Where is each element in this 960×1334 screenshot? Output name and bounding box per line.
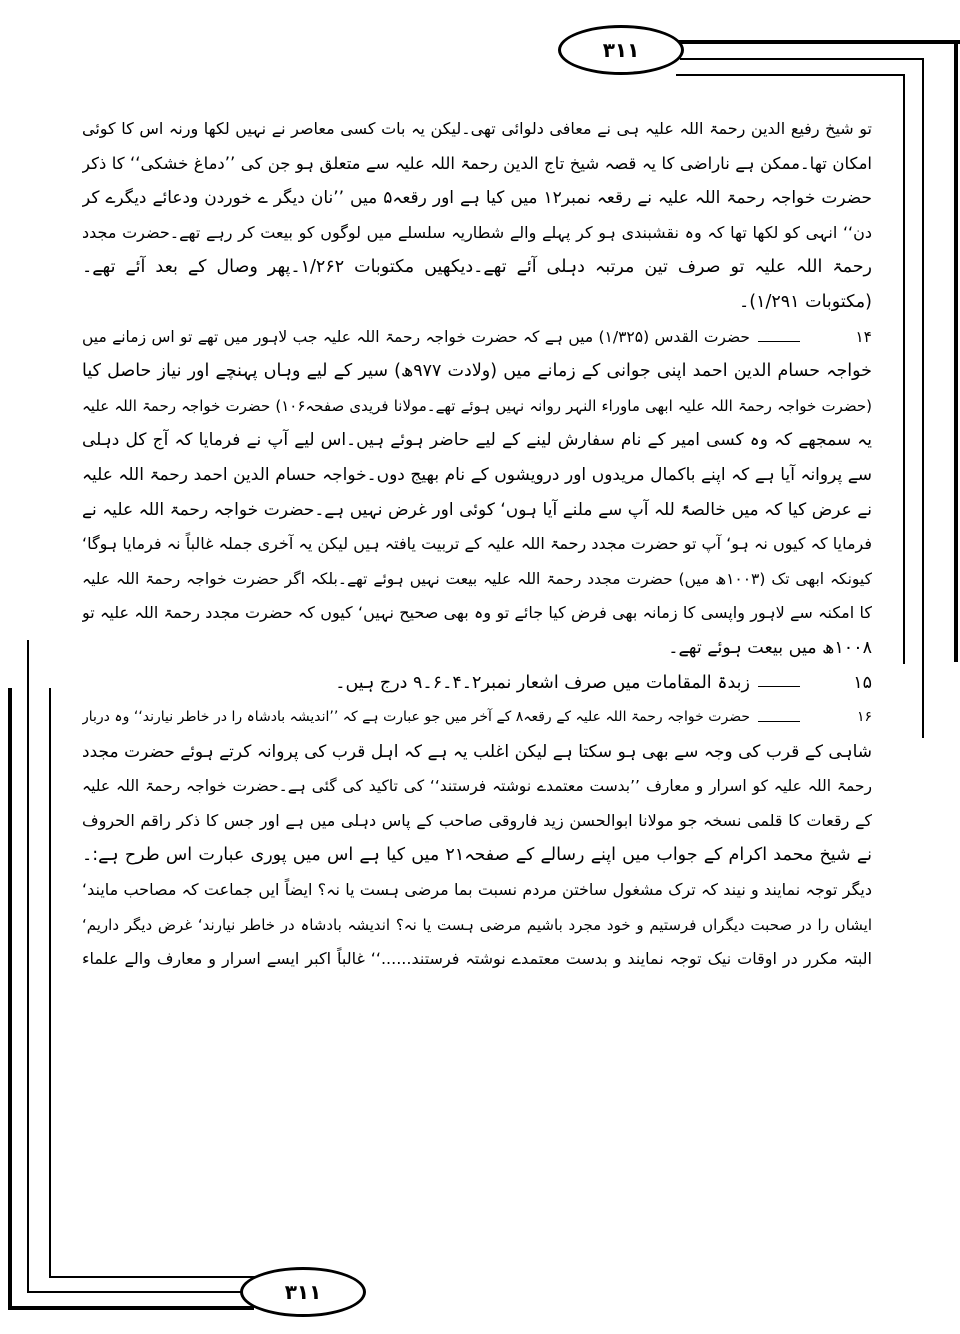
note-line: دیگر توجہ نمایند و نیند کہ ترک مشغول ساختن مردم نسبت بما مرضی ہست یا نہ؟ ایضاً ایں جماعت کہ مصاحب مایند‘ <box>82 880 872 900</box>
note-line: (حضرت خواجہ رحمۃ اللہ علیہ ابھی ماوراء النہر روانہ نہیں ہوئے تھے۔مولانا فریدی صفحہ۱۰۶) حضرت خواجہ رحمۃ اللہ علیہ <box>82 396 872 415</box>
frame-bottom-thin-v <box>49 688 51 1278</box>
frame-top-mid-v <box>922 58 924 738</box>
note-line: فرمایا کہ کیوں نہ ہو‘ آپ تو حضرت مجدد رحمۃ اللہ علیہ کے تربیت یافتہ ہیں لیکن یہ آخری جملہ غالباً نہ فرمایا ہوگا‘ <box>82 534 872 554</box>
note-line: کا امکنہ سے لاہور واپسی کا زمانہ بھی فرض کیا جائے تو وہ بھی صحیح نہیں‘ کیوں کہ حضرت مجدد رحمۃ اللہ علیہ تو <box>82 603 872 623</box>
frame-bottom-mid-h <box>27 1291 247 1293</box>
text-line: دن‘‘ انہی کو لکھا تھا کہ وہ نقشبندی ہو کر پہلے والے شطاریہ سلسلے میں لوگوں کو بیعت کر رہے تھے۔حضرت مجدد <box>82 222 872 242</box>
note-text: زبدۃ المقامات میں صرف اشعار نمبر۲۔۴۔۶۔۹ درج ہیں۔ <box>335 672 750 693</box>
note-number: ۱۶ <box>856 709 872 726</box>
note-line: نے شیخ محمد اکرام کے جواب میں اپنے رسالے کے صفحہ۲۱ میں کیا ہے اس میں پوری عبارت اس طرح ہے:۔ <box>82 845 872 866</box>
text-line: تو شیخ رفیع الدین رحمۃ اللہ علیہ ہی نے معافی دلوائی تھی۔لیکن یہ بات کسی معاصر نے نہیں لکھا ورنہ اس کا کوئی <box>82 119 872 138</box>
frame-top-mid-h <box>680 58 924 60</box>
frame-top-thin-h <box>676 74 905 76</box>
note-line: ۱۰۰۸ھ میں بیعت ہوئے تھے۔ <box>668 637 872 658</box>
text-line: امکان تھا۔ممکن ہے ناراضی کا یہ قصہ شیخ تاج الدین رحمۃ اللہ علیہ سے متعلق ہو جن کی ’’دماغ خشکی‘‘ کا ذکر <box>82 153 872 173</box>
body-text <box>82 112 872 977</box>
note-text: حضرت خواجہ رحمۃ اللہ علیہ کے رقعہ۸ کے آخر میں جو عبارت ہے کہ ’’اندیشہ بادشاہ را در خاطر نیارند‘‘ وہ دربار <box>82 709 750 726</box>
note-line: خواجہ حسام الدین احمد اپنی جوانی کے زمانے میں (ولادت ۹۷۷ھ) سیر کے لیے وہاں پہنچے اور نیاز حاصل کیا <box>82 361 872 382</box>
text-line: رحمۃ اللہ علیہ تو صرف تین مرتبہ دہلی آئے تھے۔دیکھیں مکتوبات ۱/۲۶۲۔پھر وصال کے بعد آئے تھے۔ <box>82 257 872 278</box>
note-line: رحمۃ اللہ علیہ کو اسرار و معارف ’’بدست معتمدے نوشتہ فرستند‘‘ کی تاکید کی گئی ہے۔حضرت خواجہ رحمۃ اللہ علیہ <box>82 777 872 796</box>
note-line: البتہ مکرر در اوقات نیک توجہ نمایند و بدست معتمدے نوشتہ فرستند......‘‘ غالباً اکبر ایسے اسرار و معارف والے علماء <box>82 949 872 969</box>
note-dash <box>758 713 800 722</box>
note-15-first-line <box>82 666 872 701</box>
frame-bottom-mid-v <box>27 640 29 1293</box>
note-line: شاہی کے قرب کی وجہ سے بھی ہو سکتا ہے لیکن اغلب یہ ہے کہ اہل قرب کی پروانہ کرتے ہوئے حضرت مجدد <box>82 741 872 762</box>
note-line: ایشاں را در صحبت دیگراں فرستیم و خود مجرد باشیم مرضی ہست یا نہ؟ اندیشہ بادشاہ در خاطر نیارند‘ غرض دیگر داریم‘ <box>82 915 872 934</box>
text-line: (مکتوبات ۱/۲۹۱)۔ <box>738 291 872 312</box>
note-dash <box>758 678 800 687</box>
frame-bottom-thick-v <box>8 688 12 1310</box>
page-number-bottom <box>240 1267 366 1317</box>
frame-top-thick-h <box>676 40 960 44</box>
page-number-top <box>558 25 684 75</box>
frame-bottom-thick-h <box>8 1306 254 1310</box>
note-16-first-line <box>82 700 872 735</box>
note-line: کے رقعات کا قلمی نسخہ جو مولانا ابوالحسن زید فاروقی صاحب کے پاس دہلی میں ہے اور جس کا ذکر راقم الحروف <box>82 810 872 830</box>
note-14-first-line <box>82 320 872 355</box>
note-number: ۱۴ <box>855 327 872 346</box>
frame-top-thin-v <box>903 74 905 664</box>
frame-top-thick-v <box>954 40 958 662</box>
note-number: ۱۵ <box>853 672 872 693</box>
note-text: حضرت القدس (۱/۳۲۵) میں ہے کہ حضرت خواجہ رحمۃ اللہ علیہ جب لاہور میں تھے تو اس زمانے میں <box>82 327 750 346</box>
page-number-bottom-text: ۳۱۱ <box>284 1280 322 1304</box>
note-line: سے پروانہ آیا ہے کہ اپنے باکمال مریدوں اور درویشوں کے نام بھیج دوں۔خواجہ حسام الدین احمد رحمۃ اللہ علیہ <box>82 464 872 485</box>
note-line: نے عرض کیا کہ میں خالصۃً للہ آپ سے ملنے آیا ہوں‘ کوئی اور غرض نہیں ہے۔حضرت خواجہ رحمۃ اللہ علیہ نے <box>82 499 872 520</box>
note-line: یہ سمجھے کہ وہ کسی امیر کے نام سفارش لینے کے لیے حاضر ہوئے ہیں۔اس لیے آپ نے فرمایا کہ آج کل دہلی <box>82 430 872 451</box>
note-line: کیونکہ ابھی تک (۱۰۰۳ھ میں) حضرت مجدد رحمۃ اللہ علیہ بیعت نہیں ہوئے تھے۔بلکہ اگر حضرت خواجہ رحمۃ اللہ علیہ <box>82 569 872 588</box>
page-number-top-text: ۳۱۱ <box>602 38 640 62</box>
frame-bottom-thin-h <box>49 1276 259 1278</box>
note-dash <box>758 333 800 342</box>
text-line: حضرت خواجہ رحمۃ اللہ علیہ نے رقعہ نمبر۱۲ میں کیا ہے اور رقعہ۵ میں ’’نان دیگر ے خوردن ودعائے دیگرے کر <box>82 188 872 209</box>
